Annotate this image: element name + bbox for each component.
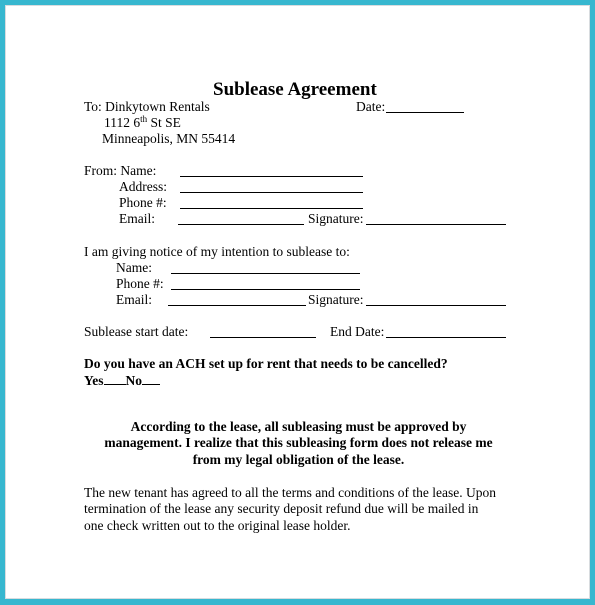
- start-date-label: Sublease start date:: [84, 324, 189, 339]
- terms-paragraph: [84, 485, 554, 534]
- from-phone-label: Phone #:: [119, 195, 167, 210]
- address-number: 1112 6: [104, 115, 141, 130]
- from-phone-field[interactable]: [180, 208, 363, 209]
- address-street: St SE: [147, 115, 181, 130]
- yes-blank[interactable]: [104, 373, 126, 385]
- no-blank[interactable]: [142, 373, 160, 385]
- no-label: No: [125, 373, 142, 388]
- sub-email-label: Email:: [116, 292, 152, 307]
- from-email-label: Email:: [119, 211, 155, 226]
- from-signature-label: Signature:: [308, 211, 364, 226]
- sub-signature-label: Signature:: [308, 292, 364, 307]
- approval-line-2: management. I realize that this subleasing form does not release me: [104, 435, 493, 451]
- terms-line-1: The new tenant has agreed to all the terms and conditions of the lease. Upon: [84, 485, 496, 500]
- ach-answer-line: [84, 373, 160, 389]
- approval-line-3: from my legal obligation of the lease.: [192, 451, 405, 467]
- sub-phone-field[interactable]: [171, 289, 360, 290]
- from-signature-field[interactable]: [366, 224, 506, 225]
- from-email-field[interactable]: [178, 224, 304, 225]
- terms-line-3: one check written out to the original lease holder.: [84, 517, 351, 533]
- date-label: Date:: [356, 99, 386, 114]
- document-page: [5, 5, 590, 599]
- from-name-label: From: Name:: [84, 163, 157, 178]
- yes-label: Yes: [84, 373, 104, 388]
- approval-paragraph: [66, 419, 531, 468]
- sub-name-field[interactable]: [171, 273, 360, 274]
- start-date-field[interactable]: [210, 337, 316, 338]
- approval-line-1: According to the lease, all subleasing must be approved by: [130, 419, 467, 434]
- sub-signature-field[interactable]: [366, 305, 506, 306]
- address-ordinal: th: [140, 114, 148, 124]
- address-line-2: Minneapolis, MN 55414: [102, 131, 236, 146]
- end-date-field[interactable]: [386, 337, 506, 338]
- document-title: Sublease Agreement: [213, 79, 377, 100]
- sub-phone-label: Phone #:: [116, 276, 164, 291]
- ach-question: Do you have an ACH set up for rent that needs to be cancelled?: [84, 356, 448, 371]
- end-date-label: End Date:: [330, 324, 385, 339]
- sub-name-label: Name:: [116, 260, 152, 275]
- from-name-field[interactable]: [180, 176, 363, 177]
- date-field[interactable]: [386, 112, 464, 113]
- sub-email-field[interactable]: [168, 305, 306, 306]
- address-line-1: [104, 115, 181, 131]
- notice-text: I am giving notice of my intention to sublease to:: [84, 244, 350, 259]
- from-address-field[interactable]: [180, 192, 363, 193]
- terms-line-2: termination of the lease any security deposit refund due will be mailed in: [84, 501, 479, 517]
- from-address-label: Address:: [119, 179, 167, 194]
- to-line: To: Dinkytown Rentals: [84, 99, 210, 114]
